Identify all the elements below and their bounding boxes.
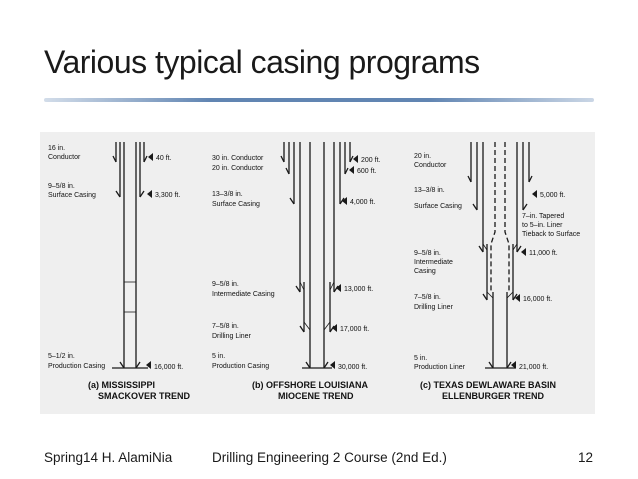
label-b-5: Intermediate Casing xyxy=(212,291,275,298)
label-c-0: 20 in. xyxy=(414,153,432,160)
well-c xyxy=(468,142,532,368)
title-underline xyxy=(44,98,594,102)
label-c-2: 13–3/8 in. xyxy=(414,187,445,194)
slide-title: Various typical casing programs xyxy=(44,44,480,80)
caption-b-2: MIOCENE TREND xyxy=(278,391,354,401)
label-c-4: 9–5/8 in. xyxy=(414,250,441,257)
depth-a-2: 16,000 ft. xyxy=(154,364,184,371)
page-number: 12 xyxy=(577,450,593,465)
casing-programs-figure xyxy=(40,132,595,414)
label-b-9: Production Casing xyxy=(212,363,270,370)
label-b-4: 9–5/8 in. xyxy=(212,281,239,288)
right-label-c-0: 7–in. Tapered xyxy=(522,213,565,220)
caption-c xyxy=(420,380,556,401)
label-a-4: 5–1/2 in. xyxy=(48,353,75,360)
right-label-c-1: to 5–in. Liner xyxy=(522,222,563,229)
depth-b-3: 13,000 ft. xyxy=(344,286,374,293)
depth-c-1: 11,000 ft. xyxy=(529,250,558,257)
caption-a-2: SMACKOVER TREND xyxy=(98,391,191,401)
footer-course: Drilling Engineering 2 Course (2nd Ed.) xyxy=(212,450,447,465)
label-c-5: Intermediate xyxy=(414,259,453,266)
depth-c-0: 5,000 ft. xyxy=(540,192,566,199)
casing-diagram-svg xyxy=(40,132,595,414)
label-c-8: Drilling Liner xyxy=(414,304,453,311)
label-b-1: 20 in. Conductor xyxy=(212,165,264,172)
depth-b-0: 200 ft. xyxy=(361,157,381,164)
caption-b-1: (b) OFFSHORE LOUISIANA xyxy=(252,380,368,390)
caption-c-2: ELLENBURGER TREND xyxy=(442,391,545,401)
caption-b xyxy=(252,380,368,401)
label-b-3: Surface Casing xyxy=(212,201,260,208)
well-b-labels xyxy=(212,155,381,371)
well-c-labels xyxy=(414,153,580,371)
well-b xyxy=(281,142,353,368)
label-c-7: 7–5/8 in. xyxy=(414,294,441,301)
caption-a xyxy=(88,380,191,401)
label-b-7: Drilling Liner xyxy=(212,333,251,340)
label-c-6: Casing xyxy=(414,268,436,275)
label-b-2: 13–3/8 in. xyxy=(212,191,243,198)
label-a-1: Conductor xyxy=(48,154,81,161)
depth-b-2: 4,000 ft. xyxy=(350,199,376,206)
well-a-labels xyxy=(48,145,183,371)
well-a xyxy=(112,142,148,368)
right-label-c-2: Tieback to Surface xyxy=(522,231,581,238)
depth-b-5: 30,000 ft. xyxy=(338,364,368,371)
label-c-10: Production Liner xyxy=(414,364,465,371)
footer-author: Spring14 H. AlamiNia xyxy=(44,450,173,465)
depth-a-1: 3,300 ft. xyxy=(155,192,181,199)
label-b-6: 7–5/8 in. xyxy=(212,323,239,330)
label-c-3: Surface Casing xyxy=(414,203,462,210)
label-b-8: 5 in. xyxy=(212,353,226,360)
depth-b-1: 600 ft. xyxy=(357,168,377,175)
label-a-2: 9–5/8 in. xyxy=(48,183,75,190)
depth-arrows xyxy=(146,153,537,369)
label-c-1: Conductor xyxy=(414,162,447,169)
label-c-9: 5 in. xyxy=(414,355,428,362)
depth-c-3: 21,000 ft. xyxy=(519,364,549,371)
label-b-0: 30 in. Conductor xyxy=(212,155,264,162)
caption-c-1: (c) TEXAS DEWLAWARE BASIN xyxy=(420,380,557,390)
caption-a-1: (a) MISSISSIPPI xyxy=(88,380,156,390)
depth-b-4: 17,000 ft. xyxy=(340,326,370,333)
depth-a-0: 40 ft. xyxy=(156,155,172,162)
label-a-5: Production Casing xyxy=(48,363,106,370)
depth-c-2: 16,000 ft. xyxy=(523,296,553,303)
label-a-0: 16 in. xyxy=(48,145,66,152)
label-a-3: Surface Casing xyxy=(48,192,96,199)
